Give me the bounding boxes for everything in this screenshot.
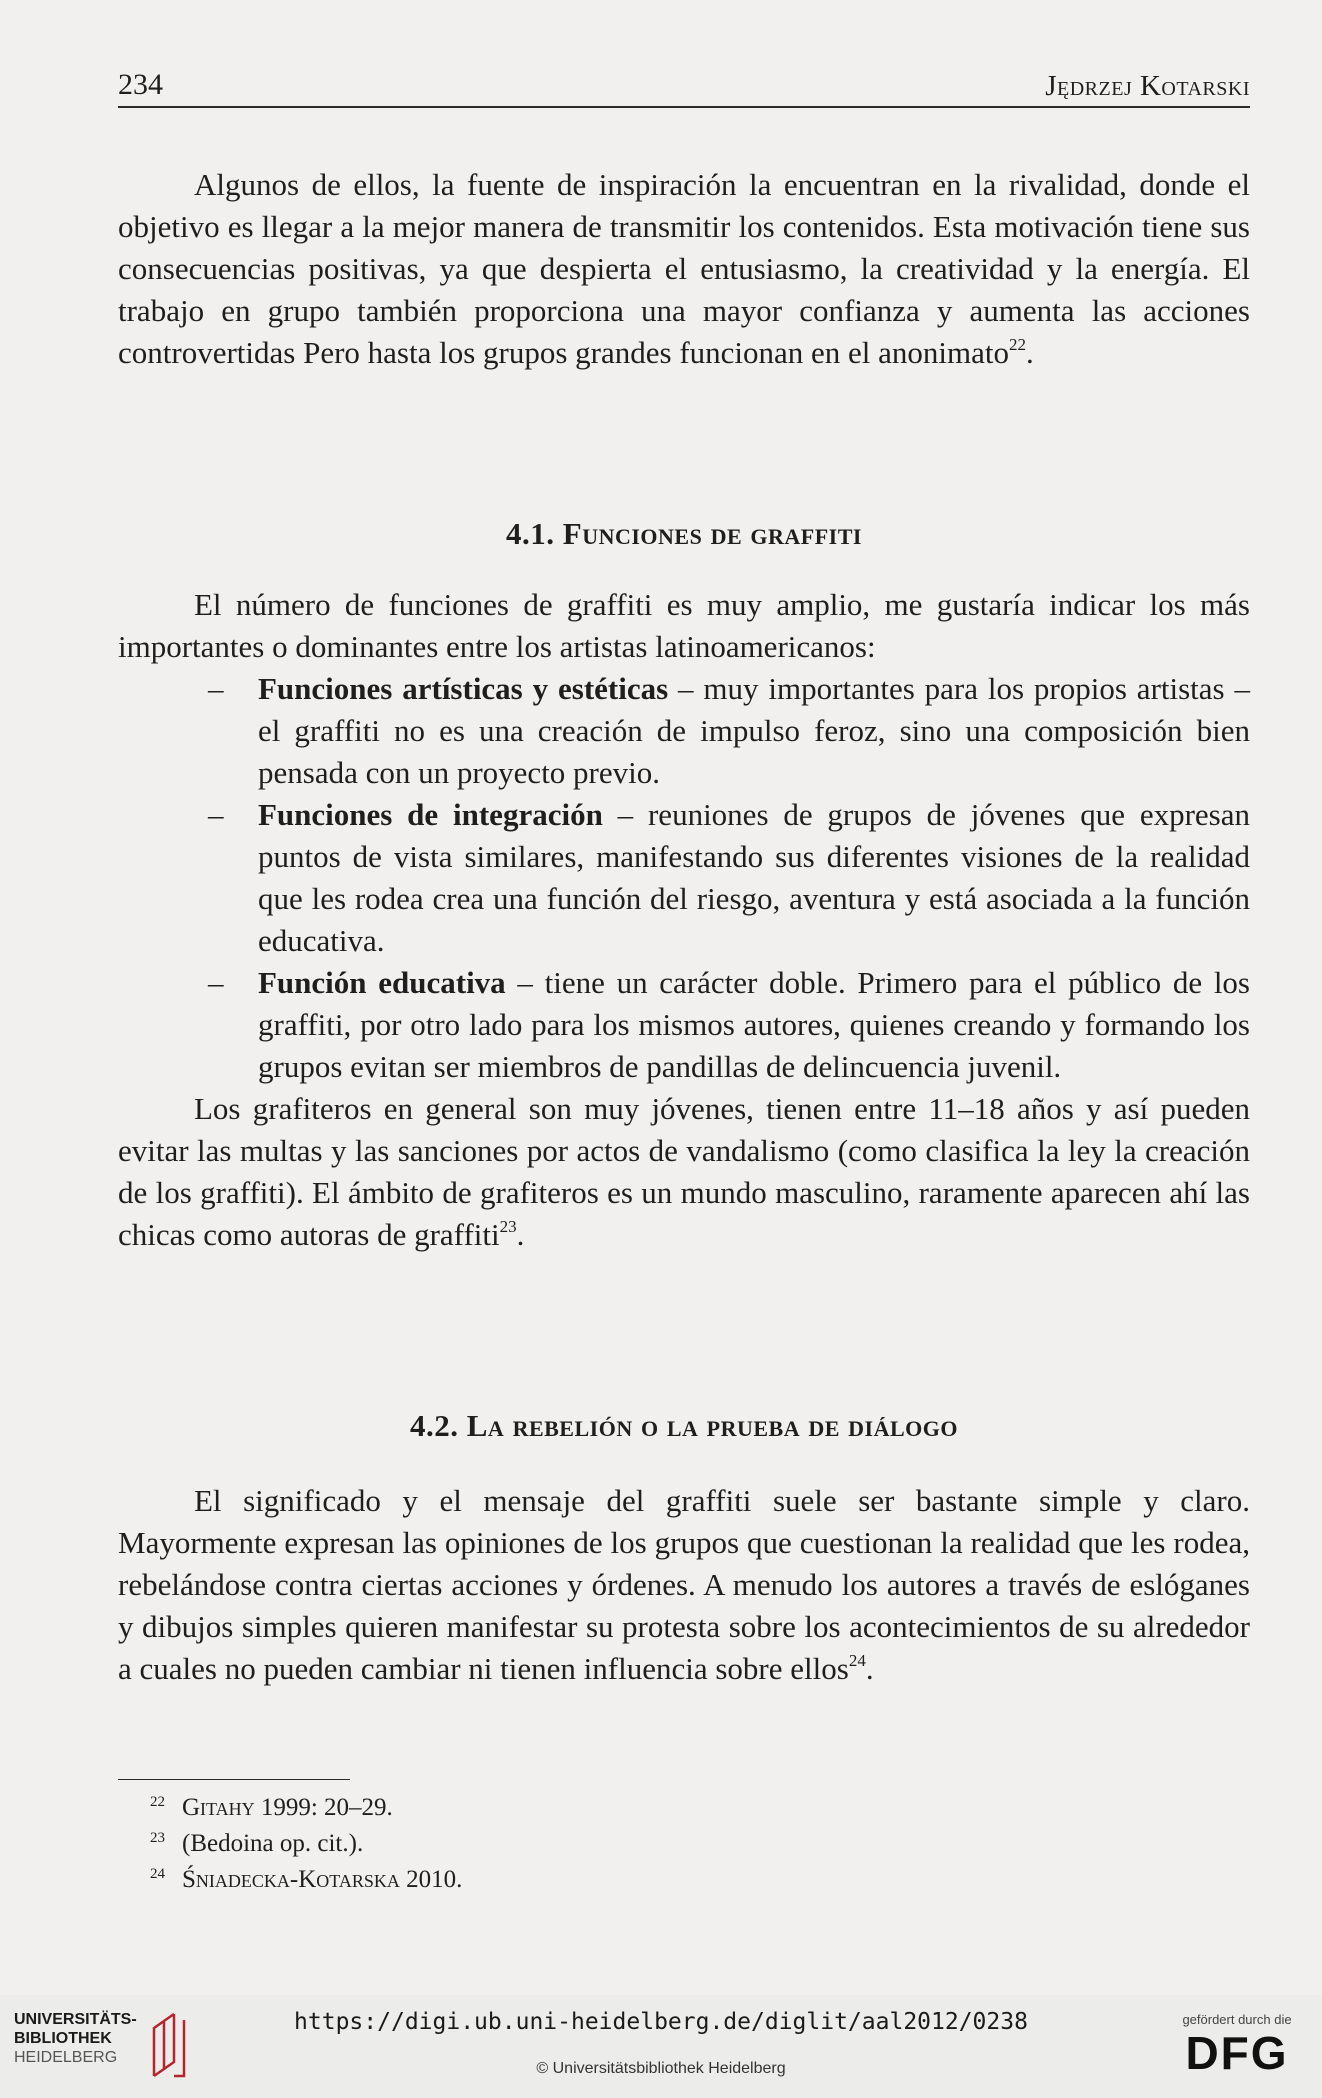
footnotes [150, 1790, 462, 1898]
dfg-tagline: gefördert durch die [1182, 2012, 1292, 2027]
permalink-url[interactable]: https://digi.ub.uni-heidelberg.de/diglit/aal2012/0238 [294, 2009, 1028, 2035]
footnote-author: Gitahy [182, 1794, 255, 1821]
footnote-text: 2010. [399, 1866, 463, 1893]
functions-list [118, 668, 1250, 1088]
footnote-text: 1999: 20–29. [254, 1794, 393, 1821]
footnote-number: 23 [150, 1830, 165, 1846]
footnote-24 [150, 1862, 462, 1898]
section-heading-4-1: 4.1. Funciones de graffiti [506, 516, 862, 551]
list-dash: – [208, 671, 224, 706]
footnote-number: 22 [150, 1794, 165, 1810]
grafiteros-paragraph [118, 1088, 1250, 1256]
intro-paragraph-block [118, 164, 1250, 374]
functions-section [118, 584, 1250, 1256]
grafiteros-period: . [516, 1217, 525, 1252]
intro-text: Algunos de ellos, la fuente de inspiración la encuentran en la rivalidad, donde el objetivo es llegar a la mejor manera de transmitir los contenidos. Esta motivación tiene sus consecuencias positivas, ya que despierta el entusiasmo, la creatividad y la energía. El trabajo en grupo también proporciona una mayor confianza y aumenta las acciones controvertidas Pero hasta los grupos grandes funcionan en el anonimato [118, 167, 1250, 370]
intro-paragraph [118, 164, 1250, 374]
significado-text: El significado y el mensaje del graffiti suele ser bastante simple y claro. Mayormente expresan las opiniones de los grupos que cuestionan la realidad que les rodea, rebelándose contra ciertas acciones y órdenes. A menudo los autores a través de eslóganes y dibujos simples quieren manifestar su protesta sobre los acontecimientos de su alrededor a cuales no pueden cambiar ni tienen influencia sobre ellos [118, 1483, 1250, 1686]
footnote-23 [150, 1826, 462, 1862]
significado-paragraph [118, 1480, 1250, 1690]
term-integracion: Funciones de integración [258, 797, 603, 832]
section-heading-4-2: 4.2. La rebelión o la prueba de diálogo [410, 1408, 958, 1443]
term-educativa: Función educativa [258, 965, 506, 1000]
functions-lead-paragraph: El número de funciones de graffiti es muy amplio, me gustaría indicar los más importantes o dominantes entre los artistas latinoamericanos: [118, 587, 1250, 664]
desc-integracion: – reuniones de grupos de jóvenes que expresan puntos de vista similares, manifestando sus diferentes visiones de la realidad que les rodea crea una función del riesgo, aventura y está asociada a la función educativa. [258, 797, 1250, 958]
desc-educativa: – tiene un carácter doble. Primero para el público de los graffiti, por otro lado para los mismos autores, quienes creando y formando los grupos evitan ser miembros de pandillas de delincuencia juvenil. [258, 965, 1250, 1084]
list-dash: – [208, 965, 224, 1000]
running-head [118, 62, 1250, 108]
footnote-ref-23[interactable]: 23 [499, 1217, 517, 1236]
term-artisticas: Funciones artísticas y estéticas [258, 671, 669, 706]
grafiteros-text: Los grafiteros en general son muy jóvenes, tienen entre 11–18 años y así pueden evitar las multas y las sanciones por actos de vandalismo (como clasifica la ley la creación de los graffiti). El ámbito de grafiteros es un mundo masculino, raramente aparecen ahí las chicas como autoras de graffiti [118, 1091, 1250, 1252]
library-name-line2: BIBLIOTHEK [14, 2030, 112, 2047]
intro-period: . [1026, 335, 1034, 370]
significado-period: . [865, 1651, 874, 1686]
list-item-educativa [118, 962, 1250, 1088]
desc-artisticas: – muy importantes para los propios artistas – el graffiti no es una creación de impulso feroz, sino una composición bien pensada con un proyecto previo. [258, 671, 1250, 790]
copyright-notice: © Universitätsbibliothek Heidelberg [536, 2060, 786, 2077]
running-head-author: Jędrzej Kotarski [1045, 70, 1250, 102]
significado-paragraph-block [118, 1480, 1250, 1690]
list-item-integracion [118, 794, 1250, 962]
list-item-artisticas [118, 668, 1250, 794]
footnote-ref-22[interactable]: 22 [1009, 335, 1027, 354]
footnote-rule [118, 1779, 350, 1780]
footnote-22 [150, 1790, 462, 1826]
dfg-wordmark: DFG [1185, 2027, 1289, 2079]
footnote-text: (Bedoina op. cit.). [182, 1830, 364, 1857]
footnote-ref-24[interactable]: 24 [848, 1651, 866, 1670]
library-name-line3: HEIDELBERG [14, 2049, 118, 2066]
footnote-number: 24 [150, 1866, 165, 1882]
footnote-author: Śniadecka-Kotarska [182, 1866, 400, 1893]
dfg-logo[interactable] [1162, 2012, 1312, 2092]
library-name-line1: UNIVERSITÄTS- [14, 2011, 137, 2028]
list-dash: – [208, 797, 224, 832]
page-number: 234 [118, 68, 163, 101]
